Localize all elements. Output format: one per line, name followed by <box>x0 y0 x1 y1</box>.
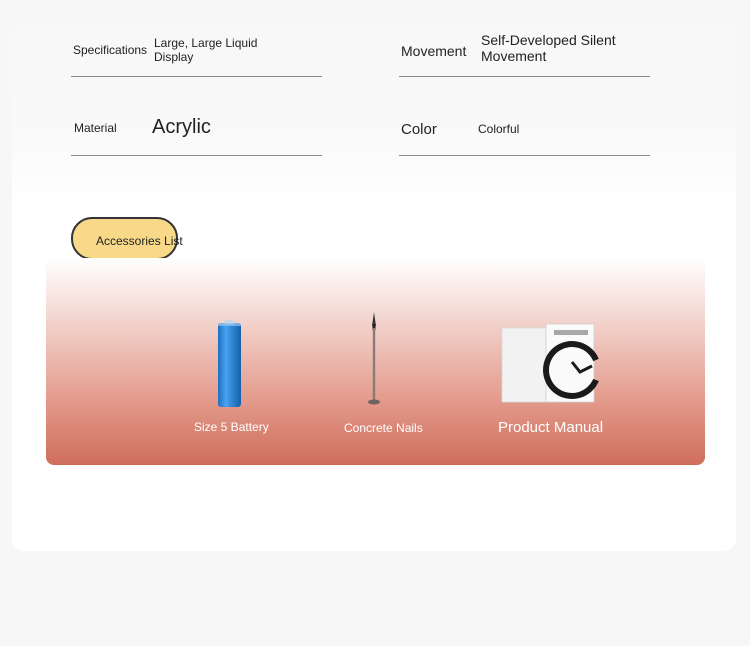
spec-value-color: Colorful <box>478 122 520 136</box>
spec-label-movement: Movement <box>401 43 467 59</box>
accessory-label-nails: Concrete Nails <box>344 421 423 435</box>
spec-row-material <box>71 104 322 156</box>
spec-value-material: Acrylic <box>152 116 211 138</box>
accessories-list-button[interactable] <box>71 217 183 260</box>
spec-row-specifications <box>71 26 322 77</box>
spec-row-movement <box>399 26 650 77</box>
accessory-label-manual: Product Manual <box>498 419 604 436</box>
spec-label-material: Material <box>74 121 117 135</box>
manual-icon <box>498 322 600 404</box>
spec-row-color <box>399 104 650 156</box>
battery-icon <box>216 320 243 408</box>
nail-icon <box>366 312 382 408</box>
accessory-label-battery: Size 5 Battery <box>194 420 269 434</box>
spec-label-color: Color <box>401 121 437 138</box>
spec-label-specifications: Specifications <box>73 43 148 57</box>
accessories-list-label: Accessories List <box>96 234 183 248</box>
spec-value-movement: Self-Developed Silent Movement <box>481 32 616 65</box>
spec-value-specifications: Large, Large Liquid Display <box>154 36 258 64</box>
